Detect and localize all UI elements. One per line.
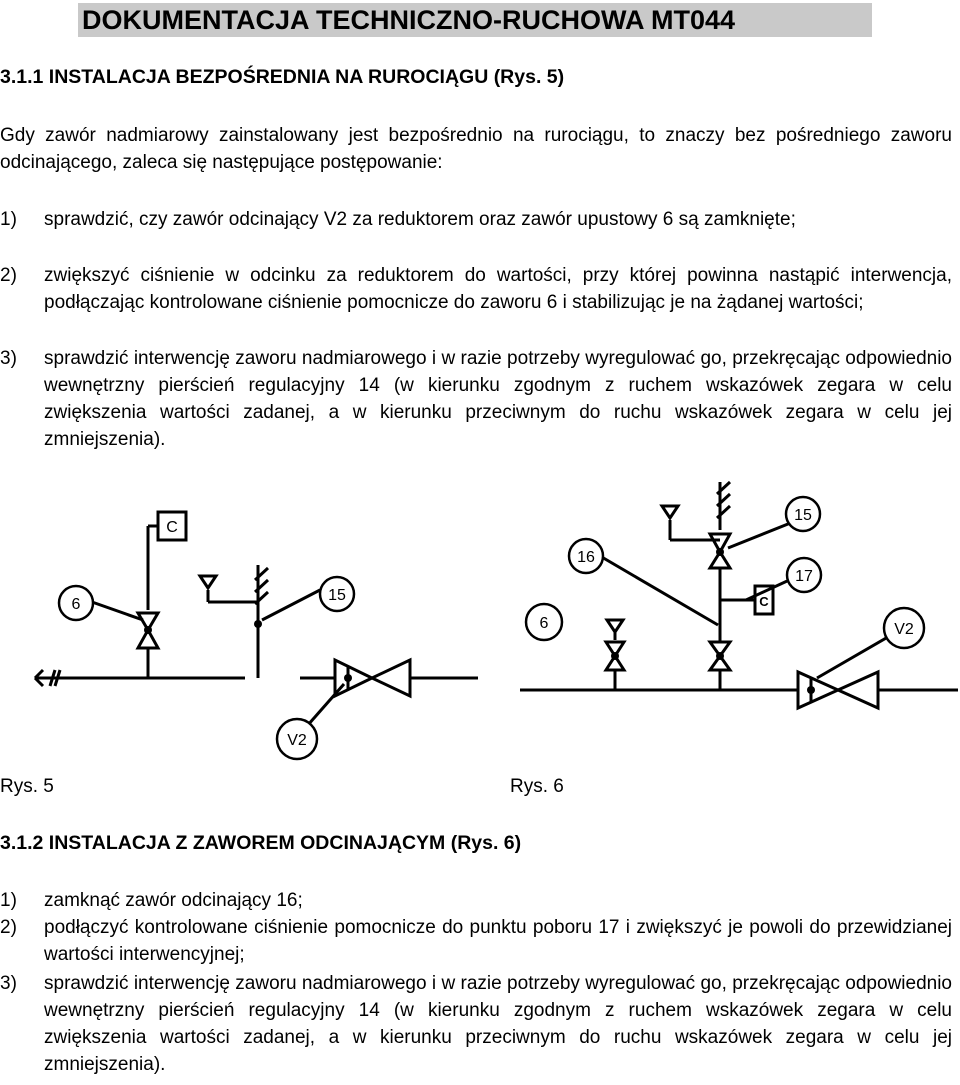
- step-number: 3): [0, 973, 17, 994]
- figure-5-diagram: [0, 470, 480, 770]
- fig6-label-15: 15: [794, 507, 812, 524]
- document-title: DOKUMENTACJA TECHNICZNO-RUCHOWA MT044: [78, 3, 872, 37]
- step-text: sprawdzić, czy zawór odcinający V2 za reduktorem oraz zawór upustowy 6 są zamknięte;: [44, 209, 796, 230]
- step-text: podłączyć kontrolowane ciśnienie pomocnicze do punktu poboru 17 i zwiększyć je powoli do przewidzianej wartości interwencyjnej;: [44, 917, 952, 965]
- fig6-label-16: 16: [577, 549, 595, 566]
- fig6-label-v2: V2: [894, 621, 914, 638]
- step-text: zwiększyć ciśnienie w odcinku za reduktorem do wartości, przy której powinna nastąpić interwencja, podłączając kontrolowane ciśnienie pomocnicze do zaworu 6 i stabilizując je na żądanej wartości;: [44, 265, 952, 313]
- step-text: zamknąć zawór odcinający 16;: [44, 890, 303, 911]
- step-number: 2): [0, 265, 17, 286]
- section-heading-3-1-1: 3.1.1 INSTALACJA BEZPOŚREDNIA NA RUROCIĄGU (Rys. 5): [0, 66, 565, 88]
- figure-6-caption: Rys. 6: [510, 776, 564, 797]
- step-text: sprawdzić interwencję zaworu nadmiarowego i w razie potrzeby wyregulować go, przekręcając odpowiednio wewnętrzny pierścień regulacyjny 14 (w kierunku zgodnym z ruchem wskazówek zegara w celu zwiększenia wartości zadanej, a w kierunku przeciwnym do ruchu wskazówek zegara w celu jej zmniejszenia).: [44, 973, 952, 1075]
- fig6-label-c: C: [759, 594, 769, 609]
- fig6-label-6: 6: [539, 615, 549, 632]
- step-number: 2): [0, 917, 17, 938]
- figure-6-diagram: [480, 470, 960, 770]
- fig5-label-15: 15: [328, 587, 346, 604]
- fig5-label-c: C: [166, 519, 178, 536]
- step-text: sprawdzić interwencję zaworu nadmiarowego i w razie potrzeby wyregulować go, przekręcając odpowiednio wewnętrzny pierścień regulacyjny 14 (w kierunku zgodnym z ruchem wskazówek zegara w celu zwiększenia wartości zadanej, a w kierunku przeciwnym do ruchu wskazówek zegara w celu jej zmniejszenia).: [44, 348, 952, 450]
- fig5-label-v2: V2: [287, 732, 307, 749]
- step-number: 1): [0, 890, 17, 911]
- fig5-label-6: 6: [71, 596, 81, 613]
- section-heading-3-1-2: 3.1.2 INSTALACJA Z ZAWOREM ODCINAJĄCYM (Rys. 6): [0, 832, 522, 854]
- step-number: 3): [0, 348, 17, 369]
- fig6-label-17: 17: [795, 568, 813, 585]
- figure-5-caption: Rys. 5: [0, 776, 54, 797]
- intro-paragraph: Gdy zawór nadmiarowy zainstalowany jest bezpośrednio na rurociągu, to znaczy bez pośredniego zaworu odcinającego, zaleca się następujące postępowanie:: [0, 125, 952, 173]
- step-number: 1): [0, 209, 17, 230]
